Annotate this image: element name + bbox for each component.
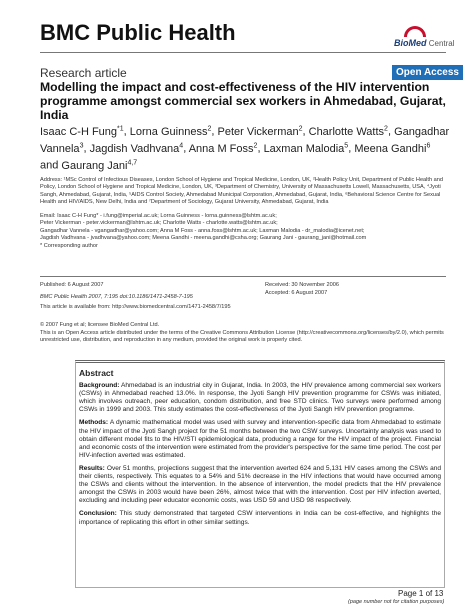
logo-central-text: Central xyxy=(426,39,455,48)
article-title: Modelling the impact and cost-effectiveness of the HIV intervention programme amongst commercial sex workers in Ahmedabad, Gujarat, India xyxy=(40,80,446,122)
section-text: Over 51 months, projections suggest that the intervention averted 624 and 5,131 HIV cases among the CSWs and their clients, respectively. This equates to a 54% and 51% decrease in the HIV infections that would have occurred among the CSWs and clients without the intervention. In the absence of intervention, the model predicts that the HIV prevalence amongst the CSWs in 2003 would have been 26%, almost twice that with the intervention. Cost per HIV infection averted, excluding and including peer educator economic costs, was USD 59 and USD 98 respectively. xyxy=(79,464,441,505)
copyright: © 2007 Fung et al; licensee BioMed Central Ltd. xyxy=(40,322,160,328)
author-affiliation-mark: 2 xyxy=(253,142,258,150)
author xyxy=(217,126,302,138)
author xyxy=(264,143,349,155)
author-affiliation-mark: 6 xyxy=(426,142,431,150)
author xyxy=(189,143,258,155)
author-name: Lorna Guinness xyxy=(129,125,208,138)
section-label: Methods: xyxy=(79,419,109,427)
author-name: Peter Vickerman xyxy=(217,125,299,138)
citation: BMC Public Health 2007, 7:195 doi:10.1186/1471-2458-7-195 xyxy=(40,294,193,300)
author xyxy=(130,126,212,138)
author-affiliation-mark: *1 xyxy=(117,125,124,132)
author-affiliation-mark: 4,7 xyxy=(127,159,138,167)
author xyxy=(354,143,430,155)
journal-title: BMC Public Health xyxy=(40,20,236,45)
logo-bio-text: BioMed xyxy=(394,38,427,48)
author xyxy=(90,143,184,155)
author-name: Anna M Foss xyxy=(188,142,254,155)
author-name: Gaurang Jani xyxy=(61,159,128,172)
header-rule xyxy=(40,52,446,53)
author-affiliation-mark: 2 xyxy=(298,125,303,132)
abstract-heading: Abstract xyxy=(79,368,114,378)
author-affiliation-mark: 5 xyxy=(344,142,349,150)
corresponding-author-note: * Corresponding author xyxy=(40,242,98,249)
author-affiliation-mark: 2 xyxy=(384,125,388,132)
abstract-content xyxy=(79,369,441,532)
abstract-results xyxy=(79,465,441,505)
section-text: A dynamic mathematical model was used with survey and intervention-specific data from Ahmedabad to estimate the HIV impact of the Jyoti Sangh project for the 51 months between the two CSW surveys. Uncertainty analysis was used to obtain different model fits to the HIV/STI epidemiological data, producing a range for the HIV impact of the project. Financial and economic costs of the intervention were estimated from the provider's perspective for the same time period. The cost per HIV-infection averted was estimated. xyxy=(79,419,441,459)
section-label: Results: xyxy=(79,464,105,472)
author-name: Jagdish Vadhvana xyxy=(89,142,180,155)
author-affiliation-mark: 2 xyxy=(207,125,212,132)
article-type: Research article xyxy=(40,66,127,80)
license-text: This is an Open Access article distributed under the terms of the Creative Commons Attribution License (http://creativecommons.org/licenses/by/2.0), which permits unrestricted use, distribution, and reproduction in any medium, provided the original work is properly cited. xyxy=(40,330,444,344)
author-affiliation-mark: 4 xyxy=(179,142,184,150)
logo-arc-icon xyxy=(404,26,426,37)
email-line: Jagdish Vadhvana - jvadhvana@yahoo.com; Meena Gandhi - meena.gandhi@csha.org; Gaurang Jani - gaurang_jani@hotmail.com xyxy=(40,235,367,242)
author-name: Gangadhar Vannela xyxy=(40,125,450,155)
biomed-central-logo xyxy=(394,26,455,48)
author-name: Charlotte Watts xyxy=(308,125,385,138)
author-name: Laxman Malodia xyxy=(263,142,345,155)
email-line: Email: Isaac C-H Fung* - i.fung@imperial.ac.uk; Lorna Guinness - lorna.guinness@lshtm.ac.uk; xyxy=(40,213,277,219)
email-line: Peter Vickerman - peter.vickerman@lshtm.ac.uk; Charlotte Watts - charlotte.watts@lshtm.ac.uk; xyxy=(40,220,278,227)
section-text: Ahmedabad is an industrial city in Gujarat, India. In 2003, the HIV prevalence among commercial sex workers (CSWs) in Ahmedabad reached 13.0%. In response, the Jyoti Sangh HIV prevention programme for CSWs was initiated, which involves outreach, peer education, condom distribution, and free STD clinics. Two surveys were performed among CSWs in 1999 and 2003. This study estimates the cost-effectiveness of the Jyoti Sangh HIV prevention programme. xyxy=(79,382,441,414)
abstract-methods xyxy=(79,419,441,459)
author-affiliation-mark: 3 xyxy=(79,142,84,150)
published-date: Published: 6 August 2007 xyxy=(40,282,104,288)
page-note: (page number not for citation purposes) xyxy=(348,599,445,605)
abstract-box xyxy=(75,360,445,588)
author-name: Isaac C-H Fung xyxy=(40,125,118,138)
section-label: Background: xyxy=(79,382,120,390)
abstract-background xyxy=(79,382,441,414)
accepted-date: Accepted: 6 August 2007 xyxy=(265,290,328,296)
email-block xyxy=(40,213,450,250)
page-number: Page 1 of 13 xyxy=(398,589,444,598)
email-line: Gangadhar Vannela - vgangadhar@yahoo.com; Anna M Foss - anna.foss@lshtm.ac.uk; Laxman Malodia - dr_malodia@icenet.net; xyxy=(40,227,365,234)
author xyxy=(309,126,388,138)
article-url[interactable]: This article is available from: http://www.biomedcentral.com/1471-2458/7/195 xyxy=(40,304,231,310)
divider xyxy=(40,276,446,277)
author-list: Isaac C-H Fung$^{*1}$, Lorna Guinness$^2$, Peter Vickerman$^2$, Charlotte Watts$^2$, Gangadhar Vannela$^3$, Jagdish Vadhvana$^4$, Anna M Foss$^2$, Laxman Malodia$^5$, Meena Gandhi$^6$ and Gaurang Jani$^{4,7}$ xyxy=(40,125,450,172)
section-label: Conclusion: xyxy=(79,510,117,518)
author-name: Meena Gandhi xyxy=(354,142,427,155)
author xyxy=(40,126,124,138)
author xyxy=(61,160,137,172)
affiliations: Address: ¹MSc Control of Infectious Diseases, London School of Hygiene and Tropical Medicine, London, UK, ²Health Policy Unit, Department of Public Health and Policy, London School of Hygiene and Tropical Medicine, London, UK, ³Department of Chemistry, University of Massachusetts Lowell, Massachusetts, USA, ⁴Jyoti Sangh, Ahmedabad, Gujarat, India, ⁵AIDS Control Society, Ahmedabad Municipal Corporation, Ahmedabad, Gujarat, India, ⁶Behavioral Science Centre for Sexual Health and HIV/AIDS, New Delhi, India and ⁷Department of Sociology, Gujarat University, Ahmedabad, Gujarat, India xyxy=(40,177,443,206)
abstract-conclusion xyxy=(79,510,441,526)
open-access-badge: Open Access xyxy=(392,65,463,80)
section-text: This study demonstrated that targeted CSW interventions in India can be cost-effective, and highlights the importance of replicating this effort in other similar settings. xyxy=(79,510,442,526)
received-date: Received: 30 November 2006 xyxy=(265,282,340,288)
